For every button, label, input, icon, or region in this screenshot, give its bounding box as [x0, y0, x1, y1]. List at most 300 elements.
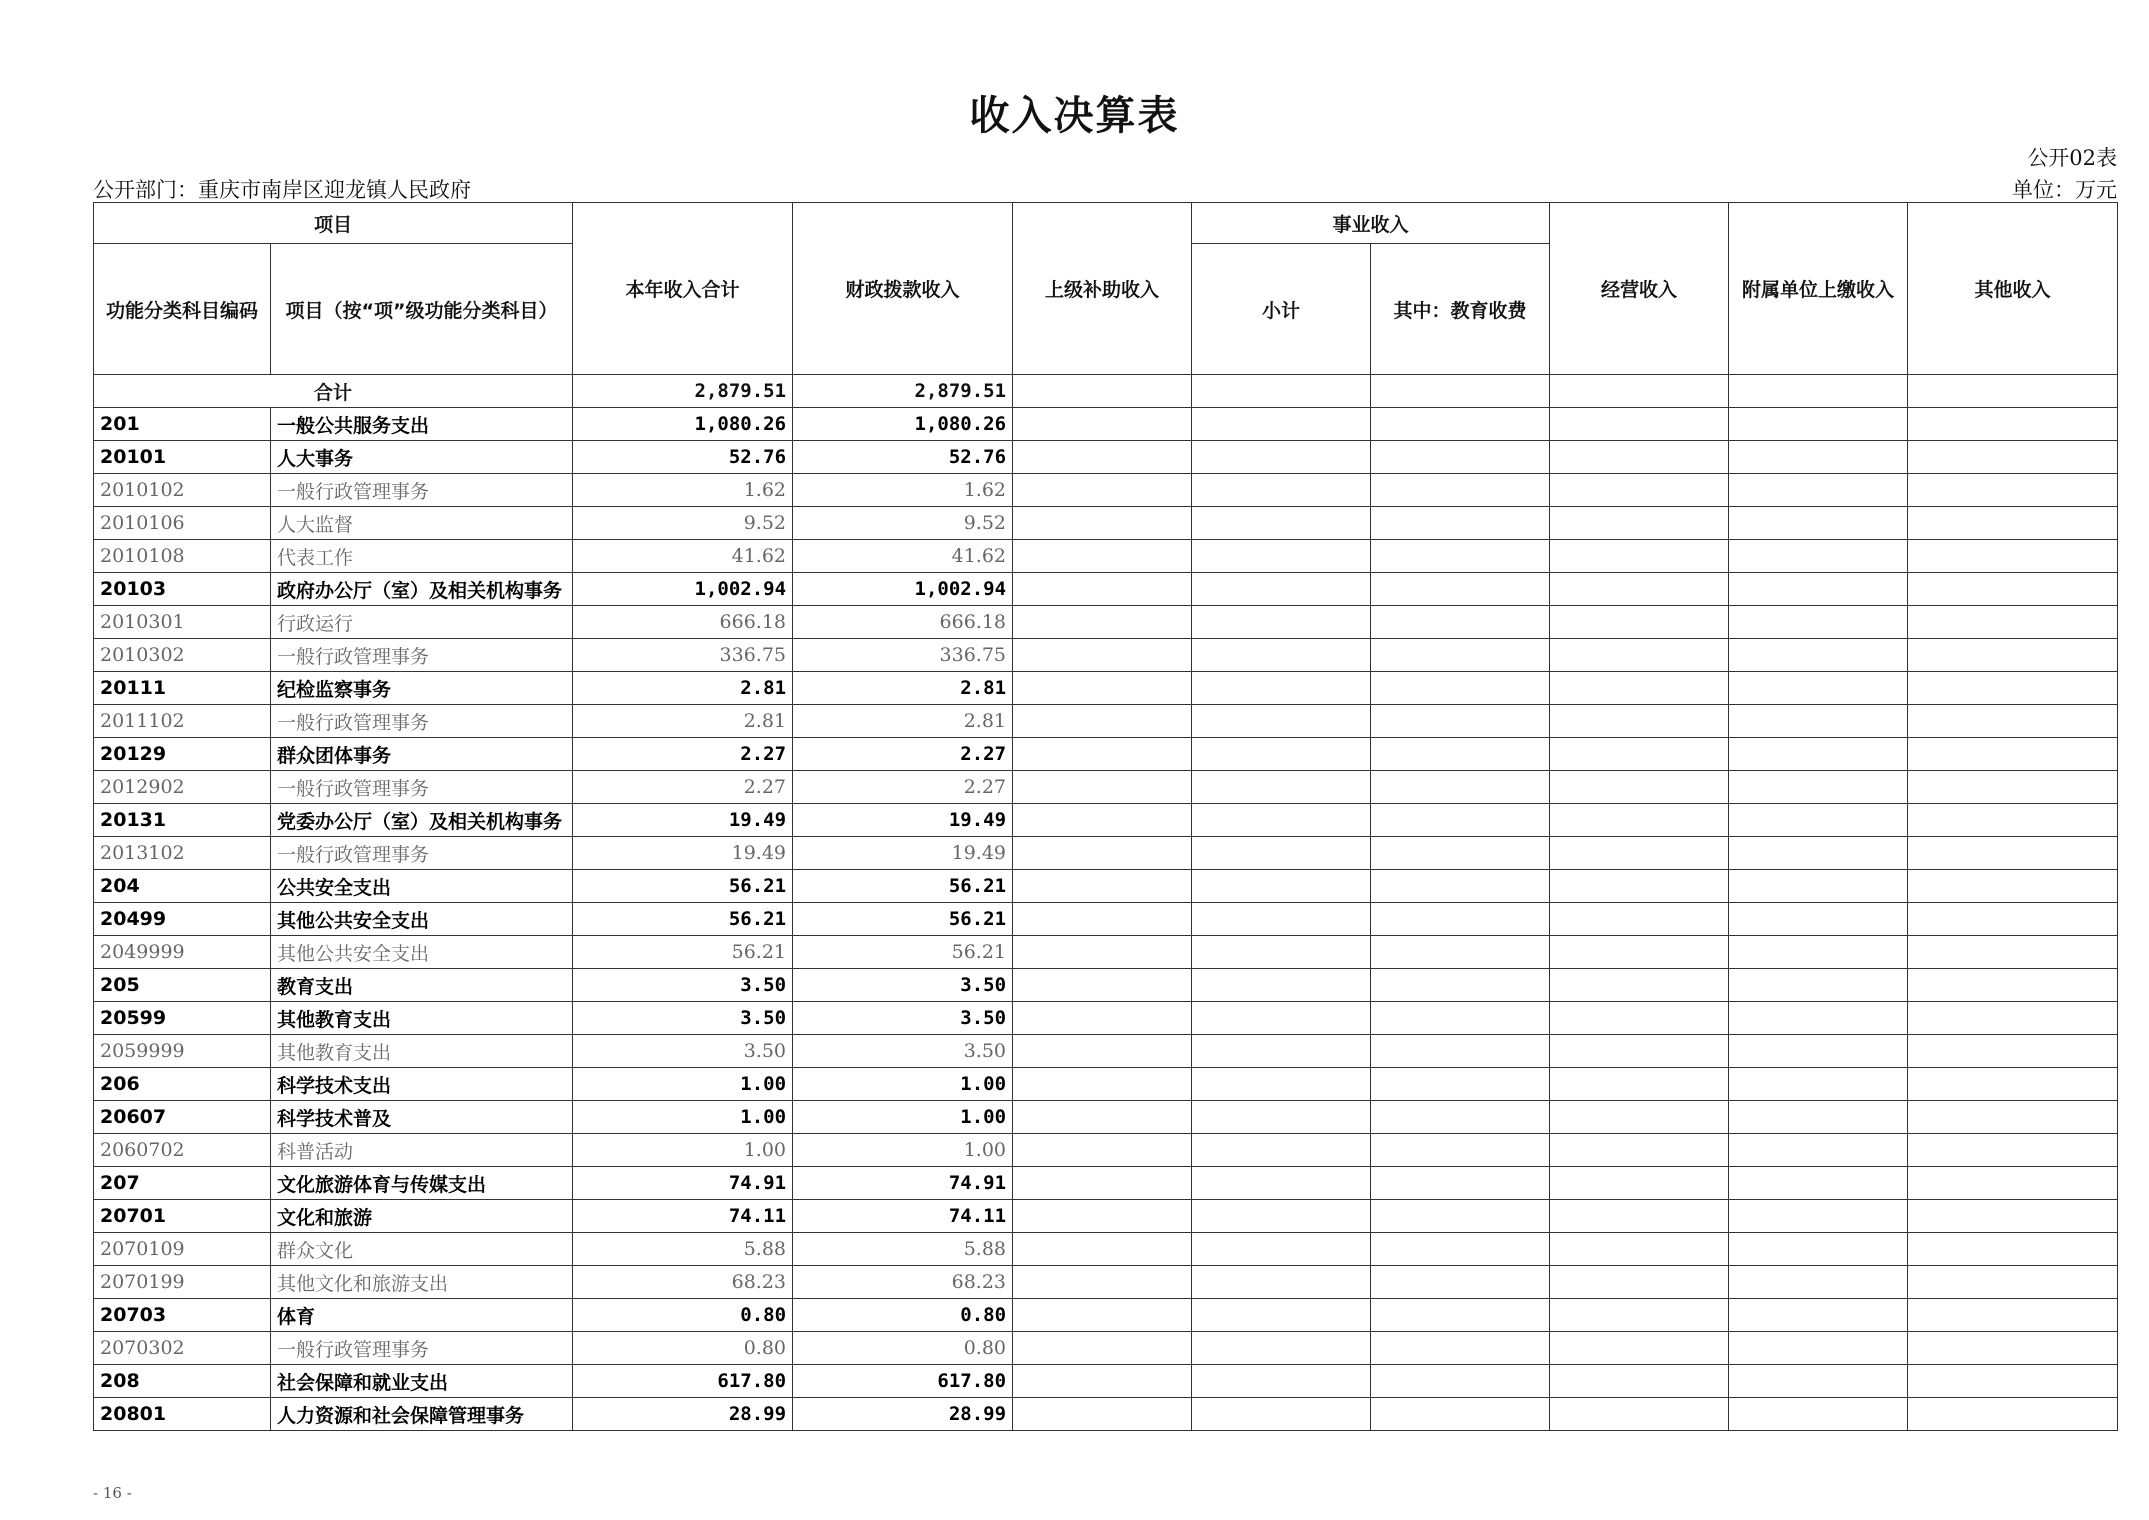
empty-cell [1908, 1365, 2118, 1398]
empty-cell [1908, 573, 2118, 606]
row-code: 208 [94, 1365, 271, 1398]
total-income-value: 2,879.51 [573, 375, 793, 408]
empty-cell [1550, 1332, 1729, 1365]
row-fiscal: 1.00 [793, 1101, 1013, 1134]
row-name: 人力资源和社会保障管理事务 [271, 1398, 573, 1431]
empty-cell [1013, 804, 1192, 837]
row-name: 纪检监察事务 [271, 672, 573, 705]
empty-cell [1550, 1167, 1729, 1200]
empty-cell [1371, 1365, 1550, 1398]
row-fiscal: 1,002.94 [793, 573, 1013, 606]
row-name: 社会保障和就业支出 [271, 1365, 573, 1398]
empty-cell [1371, 1398, 1550, 1431]
empty-cell [1550, 1200, 1729, 1233]
empty-cell [1192, 573, 1371, 606]
row-fiscal: 2.27 [793, 738, 1013, 771]
row-code: 2070199 [94, 1266, 271, 1299]
table-row [94, 1200, 2118, 1233]
empty-cell [1371, 936, 1550, 969]
empty-cell [1192, 705, 1371, 738]
row-fiscal: 52.76 [793, 441, 1013, 474]
row-fiscal: 2.27 [793, 771, 1013, 804]
empty-cell [1908, 1035, 2118, 1068]
empty-cell [1371, 1233, 1550, 1266]
row-code: 2070302 [94, 1332, 271, 1365]
row-fiscal: 1.62 [793, 474, 1013, 507]
empty-cell [1908, 507, 2118, 540]
empty-cell [1192, 1068, 1371, 1101]
row-fiscal: 74.11 [793, 1200, 1013, 1233]
empty-cell [1192, 1233, 1371, 1266]
empty-cell [1729, 705, 1908, 738]
empty-cell [1729, 738, 1908, 771]
empty-cell [1371, 507, 1550, 540]
empty-cell [1908, 672, 2118, 705]
row-code: 2010102 [94, 474, 271, 507]
row-name: 其他公共安全支出 [271, 936, 573, 969]
row-total-income: 56.21 [573, 870, 793, 903]
row-fiscal: 1,080.26 [793, 408, 1013, 441]
empty-cell [1371, 540, 1550, 573]
empty-cell [1729, 1299, 1908, 1332]
row-total-income: 1.00 [573, 1101, 793, 1134]
empty-cell [1192, 639, 1371, 672]
row-name: 一般行政管理事务 [271, 771, 573, 804]
row-code: 2013102 [94, 837, 271, 870]
empty-cell [1550, 1134, 1729, 1167]
row-name: 群众团体事务 [271, 738, 573, 771]
empty-cell [1371, 969, 1550, 1002]
empty-cell [1192, 1167, 1371, 1200]
table-row [94, 1035, 2118, 1068]
row-code: 20103 [94, 573, 271, 606]
empty-cell [1192, 507, 1371, 540]
row-code: 20111 [94, 672, 271, 705]
empty-cell [1550, 1068, 1729, 1101]
page-number: - 16 - [93, 1484, 132, 1502]
empty-cell [1192, 375, 1371, 408]
empty-cell [1013, 1068, 1192, 1101]
empty-cell [1729, 969, 1908, 1002]
row-total-income: 2.81 [573, 705, 793, 738]
empty-cell [1013, 1299, 1192, 1332]
row-total-income: 1.00 [573, 1134, 793, 1167]
table-row [94, 870, 2118, 903]
empty-cell [1013, 837, 1192, 870]
table-row [94, 1134, 2118, 1167]
table-row [94, 1233, 2118, 1266]
empty-cell [1908, 870, 2118, 903]
empty-cell [1371, 375, 1550, 408]
empty-cell [1550, 870, 1729, 903]
table-row [94, 1068, 2118, 1101]
row-name: 群众文化 [271, 1233, 573, 1266]
empty-cell [1013, 870, 1192, 903]
empty-cell [1908, 1233, 2118, 1266]
table-row [94, 1398, 2118, 1431]
empty-cell [1192, 1134, 1371, 1167]
empty-cell [1908, 1398, 2118, 1431]
row-name: 文化旅游体育与传媒支出 [271, 1167, 573, 1200]
empty-cell [1908, 408, 2118, 441]
empty-cell [1729, 1002, 1908, 1035]
empty-cell [1013, 771, 1192, 804]
row-fiscal: 56.21 [793, 870, 1013, 903]
empty-cell [1192, 474, 1371, 507]
header-name: 项目（按“项”级功能分类科目） [271, 244, 573, 375]
empty-cell [1908, 639, 2118, 672]
empty-cell [1192, 1398, 1371, 1431]
row-total-income: 56.21 [573, 936, 793, 969]
row-total-income: 1.00 [573, 1068, 793, 1101]
row-name: 人大事务 [271, 441, 573, 474]
row-code: 2070109 [94, 1233, 271, 1266]
row-fiscal: 2.81 [793, 672, 1013, 705]
header-total-income: 本年收入合计 [573, 203, 793, 375]
empty-cell [1729, 1365, 1908, 1398]
empty-cell [1908, 969, 2118, 1002]
header-project: 项目 [94, 203, 573, 244]
empty-cell [1729, 1068, 1908, 1101]
row-name: 代表工作 [271, 540, 573, 573]
empty-cell [1192, 1365, 1371, 1398]
row-code: 204 [94, 870, 271, 903]
row-fiscal: 2.81 [793, 705, 1013, 738]
total-fiscal-value: 2,879.51 [793, 375, 1013, 408]
empty-cell [1729, 375, 1908, 408]
empty-cell [1550, 738, 1729, 771]
row-total-income: 28.99 [573, 1398, 793, 1431]
empty-cell [1908, 1068, 2118, 1101]
empty-cell [1371, 1035, 1550, 1068]
row-total-income: 3.50 [573, 1035, 793, 1068]
empty-cell [1013, 705, 1192, 738]
empty-cell [1550, 1002, 1729, 1035]
row-code: 20101 [94, 441, 271, 474]
empty-cell [1013, 1134, 1192, 1167]
empty-cell [1013, 1233, 1192, 1266]
empty-cell [1550, 1233, 1729, 1266]
header-education: 其中：教育收费 [1371, 244, 1550, 375]
empty-cell [1550, 969, 1729, 1002]
empty-cell [1371, 1101, 1550, 1134]
empty-cell [1013, 738, 1192, 771]
row-total-income: 1,080.26 [573, 408, 793, 441]
empty-cell [1013, 1035, 1192, 1068]
empty-cell [1550, 540, 1729, 573]
empty-cell [1371, 606, 1550, 639]
header-superior: 上级补助收入 [1013, 203, 1192, 375]
row-code: 20801 [94, 1398, 271, 1431]
empty-cell [1013, 375, 1192, 408]
table-row [94, 705, 2118, 738]
income-table [93, 202, 2118, 1431]
row-code: 20701 [94, 1200, 271, 1233]
row-name: 一般行政管理事务 [271, 837, 573, 870]
row-fiscal: 336.75 [793, 639, 1013, 672]
row-code: 2060702 [94, 1134, 271, 1167]
row-fiscal: 1.00 [793, 1134, 1013, 1167]
table-row [94, 1332, 2118, 1365]
empty-cell [1550, 408, 1729, 441]
row-code: 201 [94, 408, 271, 441]
empty-cell [1729, 1332, 1908, 1365]
unit-label: 单位：万元 [2012, 178, 2117, 202]
empty-cell [1371, 441, 1550, 474]
empty-cell [1908, 936, 2118, 969]
empty-cell [1550, 1299, 1729, 1332]
empty-cell [1192, 1299, 1371, 1332]
row-total-income: 1,002.94 [573, 573, 793, 606]
empty-cell [1729, 1167, 1908, 1200]
row-name: 其他文化和旅游支出 [271, 1266, 573, 1299]
empty-cell [1013, 672, 1192, 705]
empty-cell [1908, 837, 2118, 870]
empty-cell [1908, 804, 2118, 837]
empty-cell [1729, 573, 1908, 606]
empty-cell [1192, 903, 1371, 936]
form-number: 公开02表 [2027, 146, 2117, 170]
row-code: 20131 [94, 804, 271, 837]
empty-cell [1908, 771, 2118, 804]
empty-cell [1013, 1101, 1192, 1134]
row-total-income: 74.91 [573, 1167, 793, 1200]
row-code: 205 [94, 969, 271, 1002]
table-row [94, 474, 2118, 507]
row-fiscal: 9.52 [793, 507, 1013, 540]
row-name: 一般行政管理事务 [271, 474, 573, 507]
row-name: 教育支出 [271, 969, 573, 1002]
empty-cell [1729, 804, 1908, 837]
empty-cell [1550, 1365, 1729, 1398]
row-name: 科学技术普及 [271, 1101, 573, 1134]
empty-cell [1550, 606, 1729, 639]
empty-cell [1013, 540, 1192, 573]
row-total-income: 56.21 [573, 903, 793, 936]
row-code: 2010106 [94, 507, 271, 540]
empty-cell [1013, 639, 1192, 672]
row-total-income: 2.27 [573, 771, 793, 804]
table-body [94, 375, 2118, 1431]
empty-cell [1371, 903, 1550, 936]
header-subtotal: 小计 [1192, 244, 1371, 375]
row-total-income: 41.62 [573, 540, 793, 573]
row-code: 20129 [94, 738, 271, 771]
empty-cell [1908, 705, 2118, 738]
empty-cell [1908, 1134, 2118, 1167]
empty-cell [1729, 1266, 1908, 1299]
table-row [94, 738, 2118, 771]
row-name: 一般行政管理事务 [271, 1332, 573, 1365]
empty-cell [1192, 936, 1371, 969]
empty-cell [1550, 1398, 1729, 1431]
row-fiscal: 3.50 [793, 969, 1013, 1002]
table-row [94, 1101, 2118, 1134]
row-fiscal: 56.21 [793, 936, 1013, 969]
row-total-income: 5.88 [573, 1233, 793, 1266]
empty-cell [1550, 573, 1729, 606]
empty-cell [1371, 837, 1550, 870]
row-total-income: 3.50 [573, 969, 793, 1002]
table-row [94, 771, 2118, 804]
empty-cell [1371, 1002, 1550, 1035]
row-name: 党委办公厅（室）及相关机构事务 [271, 804, 573, 837]
row-fiscal: 666.18 [793, 606, 1013, 639]
empty-cell [1729, 1233, 1908, 1266]
empty-cell [1371, 573, 1550, 606]
empty-cell [1371, 1266, 1550, 1299]
row-name: 一般行政管理事务 [271, 705, 573, 738]
empty-cell [1729, 870, 1908, 903]
empty-cell [1013, 1398, 1192, 1431]
empty-cell [1729, 540, 1908, 573]
row-fiscal: 3.50 [793, 1035, 1013, 1068]
table-row [94, 969, 2118, 1002]
table-row [94, 1002, 2118, 1035]
row-code: 20703 [94, 1299, 271, 1332]
empty-cell [1013, 573, 1192, 606]
empty-cell [1371, 870, 1550, 903]
empty-cell [1908, 1167, 2118, 1200]
header-business: 事业收入 [1192, 203, 1550, 244]
row-name: 其他公共安全支出 [271, 903, 573, 936]
empty-cell [1729, 606, 1908, 639]
table-row [94, 837, 2118, 870]
empty-cell [1371, 1167, 1550, 1200]
row-fiscal: 3.50 [793, 1002, 1013, 1035]
empty-cell [1729, 672, 1908, 705]
empty-cell [1192, 771, 1371, 804]
row-code: 2011102 [94, 705, 271, 738]
row-total-income: 3.50 [573, 1002, 793, 1035]
table-row [94, 1266, 2118, 1299]
empty-cell [1371, 1200, 1550, 1233]
empty-cell [1729, 936, 1908, 969]
row-total-income: 19.49 [573, 837, 793, 870]
table-row [94, 1167, 2118, 1200]
table-row [94, 540, 2118, 573]
empty-cell [1729, 507, 1908, 540]
empty-cell [1550, 705, 1729, 738]
empty-cell [1192, 408, 1371, 441]
row-code: 20499 [94, 903, 271, 936]
table-row [94, 936, 2118, 969]
empty-cell [1729, 1101, 1908, 1134]
row-code: 2010301 [94, 606, 271, 639]
empty-cell [1729, 1200, 1908, 1233]
empty-cell [1729, 771, 1908, 804]
empty-cell [1192, 1200, 1371, 1233]
empty-cell [1013, 1200, 1192, 1233]
row-fiscal: 19.49 [793, 804, 1013, 837]
row-total-income: 9.52 [573, 507, 793, 540]
row-name: 其他教育支出 [271, 1002, 573, 1035]
empty-cell [1371, 639, 1550, 672]
empty-cell [1908, 474, 2118, 507]
empty-cell [1729, 474, 1908, 507]
row-name: 行政运行 [271, 606, 573, 639]
row-total-income: 19.49 [573, 804, 793, 837]
empty-cell [1550, 1101, 1729, 1134]
row-code: 2010108 [94, 540, 271, 573]
empty-cell [1371, 1332, 1550, 1365]
empty-cell [1908, 1200, 2118, 1233]
header-code: 功能分类科目编码 [94, 244, 271, 375]
header-affiliated: 附属单位上缴收入 [1729, 203, 1908, 375]
row-fiscal: 41.62 [793, 540, 1013, 573]
row-fiscal: 56.21 [793, 903, 1013, 936]
empty-cell [1371, 705, 1550, 738]
row-total-income: 2.27 [573, 738, 793, 771]
row-code: 2049999 [94, 936, 271, 969]
row-name: 体育 [271, 1299, 573, 1332]
empty-cell [1371, 672, 1550, 705]
empty-cell [1550, 936, 1729, 969]
row-code: 207 [94, 1167, 271, 1200]
empty-cell [1729, 1134, 1908, 1167]
empty-cell [1013, 1266, 1192, 1299]
empty-cell [1192, 540, 1371, 573]
empty-cell [1729, 1398, 1908, 1431]
row-total-income: 2.81 [573, 672, 793, 705]
empty-cell [1371, 474, 1550, 507]
table-row [94, 639, 2118, 672]
empty-cell [1908, 1299, 2118, 1332]
row-total-income: 1.62 [573, 474, 793, 507]
table-row [94, 672, 2118, 705]
empty-cell [1729, 639, 1908, 672]
empty-cell [1550, 672, 1729, 705]
table-row [94, 1299, 2118, 1332]
row-fiscal: 68.23 [793, 1266, 1013, 1299]
empty-cell [1729, 1035, 1908, 1068]
row-name: 政府办公厅（室）及相关机构事务 [271, 573, 573, 606]
empty-cell [1013, 408, 1192, 441]
table-row [94, 903, 2118, 936]
empty-cell [1908, 441, 2118, 474]
row-name: 科学技术支出 [271, 1068, 573, 1101]
empty-cell [1192, 1002, 1371, 1035]
empty-cell [1550, 1266, 1729, 1299]
table-row [94, 408, 2118, 441]
empty-cell [1192, 1101, 1371, 1134]
row-name: 其他教育支出 [271, 1035, 573, 1068]
empty-cell [1908, 1002, 2118, 1035]
empty-cell [1550, 771, 1729, 804]
empty-cell [1550, 639, 1729, 672]
empty-cell [1192, 738, 1371, 771]
empty-cell [1013, 903, 1192, 936]
row-fiscal: 74.91 [793, 1167, 1013, 1200]
empty-cell [1371, 1299, 1550, 1332]
empty-cell [1192, 870, 1371, 903]
table-row [94, 507, 2118, 540]
row-fiscal: 0.80 [793, 1299, 1013, 1332]
empty-cell [1908, 540, 2118, 573]
header-fiscal: 财政拨款收入 [793, 203, 1013, 375]
page-title: 收入决算表 [969, 93, 1180, 139]
empty-cell [1013, 441, 1192, 474]
empty-cell [1013, 969, 1192, 1002]
row-name: 文化和旅游 [271, 1200, 573, 1233]
total-row [94, 375, 2118, 408]
row-code: 2012902 [94, 771, 271, 804]
table-row [94, 441, 2118, 474]
row-code: 20599 [94, 1002, 271, 1035]
row-fiscal: 28.99 [793, 1398, 1013, 1431]
row-total-income: 336.75 [573, 639, 793, 672]
row-code: 2059999 [94, 1035, 271, 1068]
